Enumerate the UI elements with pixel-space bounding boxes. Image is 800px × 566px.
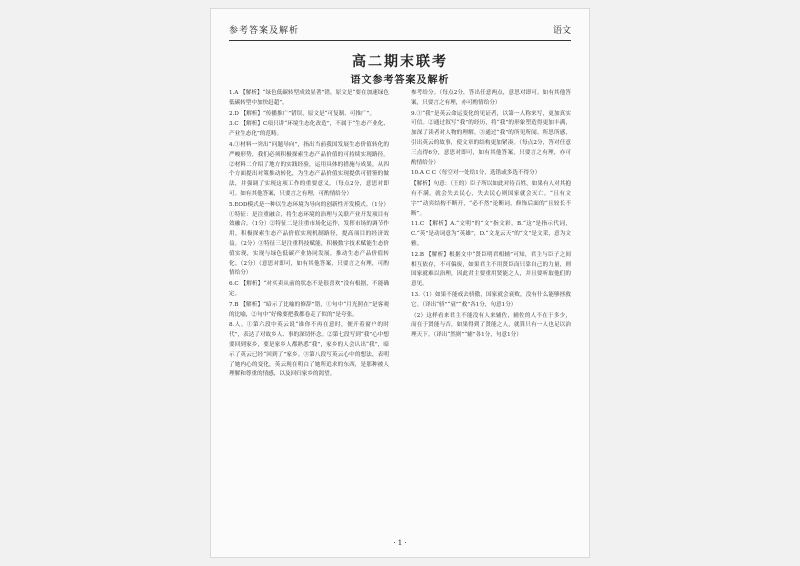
page-title: 高二期末联考 [352, 54, 448, 70]
header-rule [229, 40, 571, 41]
answer-item-11: 11.C 【解析】A.“文明”的“文”指文彩，B.“这”是指示代词，C.“英”是动词意为“英雄”，D.“文龙云天”的“文”是文采，意为文雅。 [411, 221, 571, 247]
answer-item-13-1: 13.（1）如果不能戒去骄傲，国家就会衰败，没有什么能够拯救它。（译出“骄”“衰”“救”各1分，句意1分） [411, 291, 571, 308]
left-column [229, 89, 389, 380]
answer-item-4: 4.①材料一突出“问题导向”，指出当前我国发展生态价值转化的严峻形势，我们必须积极探索生态产品价值的可持续实现路径。②材料二介绍了地方的实践经验，运用具体的措施与成果，从四个方面提出对策推动转化，为生态产品价值实现提供可借鉴的做法，并强调了实现这项工作的重要意义。（每点2分，意思对即可。如有其他答案，只要言之有理，可酌情给分） [229, 141, 389, 197]
answer-item-7: 7.B 【解析】“暗示了比喻的修辞”错，①句中“月光照在”是客观的比喻，②句中“好像要把我都卷走了似的”是夸张。 [229, 301, 389, 318]
answer-sheet-page [210, 8, 590, 558]
page-header [229, 21, 571, 37]
answer-item-6: 6.C 【解析】“对买卖从前的状态不是很喜欢”没有根据，不能确定。 [229, 281, 389, 297]
answer-item-12: 12.B 【解析】根据文中“贤臣明君相辅”可知，君主与臣子之间相互依存，不可偏废，如果君主不用贤臣而只靠自己的力量，则国家就难以治理，因此君主要重用贤能之人，并且要听取他们的意见。 [411, 251, 571, 288]
answer-item-5: 5.EOD模式是一种以生态环境为导向的创新性开发模式。（1分）①特征：是注重融合，将生态环境的治理与关联产业开发项目有效融合。（1分）②特征二是注重市场化运作，发挥市场的调节作用，积极探索生态产品价值实现机制路径，提高项目的经济效益。（2分）③特征三是注重科技赋能，积极数字技术赋能生态价值实现，实现与绿色低碳产业协同发展，推动生态产品价值转化。（2分）（意思对即可，如有其他答案，只要言之有理，可酌情给分） [229, 201, 389, 277]
header-left-label: 参考答案及解析 [229, 26, 300, 36]
header-subject-label: 语文 [552, 26, 571, 36]
answer-item-13-2: （2）这样看来君主不能没有人来辅佐，辅佐的人不在于多少，而在于贤能与否，如果得到了贤能之人，就算只有一人也足以治理天下。（译出“然则”“辅”各1分，句意1分） [411, 312, 571, 339]
answer-item-10-analysis: 【解析】句意：（王的）臣子所以如此对待百姓，如果有人对其抱有不满，就会失去民心，失去民心则国家就会灭亡。“且有文字”“动宾结构不断开，“必不然”论断词，修饰后面的“且较长不断”。 [411, 181, 571, 217]
answer-item-1: 1.A 【解析】“绿色低碳转型成效显著”错，原文是“要在加速绿色低碳转型中加快赶超”。 [229, 90, 389, 106]
answer-item-8: 8.人。①第六段中英云说“谁你不再在意时，便开着窗户的时代”，表达了对故乡人、事的深切怀念。②第七段写到“我”心中想要回到家乡，要是家乡人都熟悉“我”，家乡的人会认出“我”，暗示了英云已经“回到了”家乡。③第八段写英云心中的想法，表明了她内心的变化，英云现在明白了她所追求的东西，是那种被人理解和尊重的情感，以及回归家乡的渴望。 [229, 322, 389, 378]
answer-item-9: 9.①“我”是英云命运变化的见证者，以第一人称来写，更加真实可信。②通过叙写“我”的经历，将“我”的形象塑造得更加丰满，加深了读者对人物的理解。③通过“我”的所见所闻、所思所感，引出英云的故事，使文章的结构更加紧凑。（每点2分，答对任意三点得6分，意思对即可，如有其他答案，只要言之有理，亦可酌情给分） [411, 110, 571, 166]
answer-item-8-cont: 参考给分。（每点2分，答出任意两点，意思对即可。如有其他答案，只要言之有理，亦可酌情给分） [411, 90, 571, 106]
answer-item-2: 2.D 【解析】“传播推广”错误，原文是“可复制、可推广”。 [229, 110, 376, 117]
right-column [411, 89, 571, 341]
answer-item-3: 3.C 【解析】C项只讲“环境生态化改造”，不属于“生态产业化、产业生态化”的范畴。 [229, 121, 389, 138]
page-number: · 1 · [393, 539, 407, 547]
answer-item-10: 10.A C C（每空对一处给1分，选错或多选不得分） [411, 170, 541, 177]
page-subtitle: 语文参考答案及解析 [350, 75, 450, 86]
